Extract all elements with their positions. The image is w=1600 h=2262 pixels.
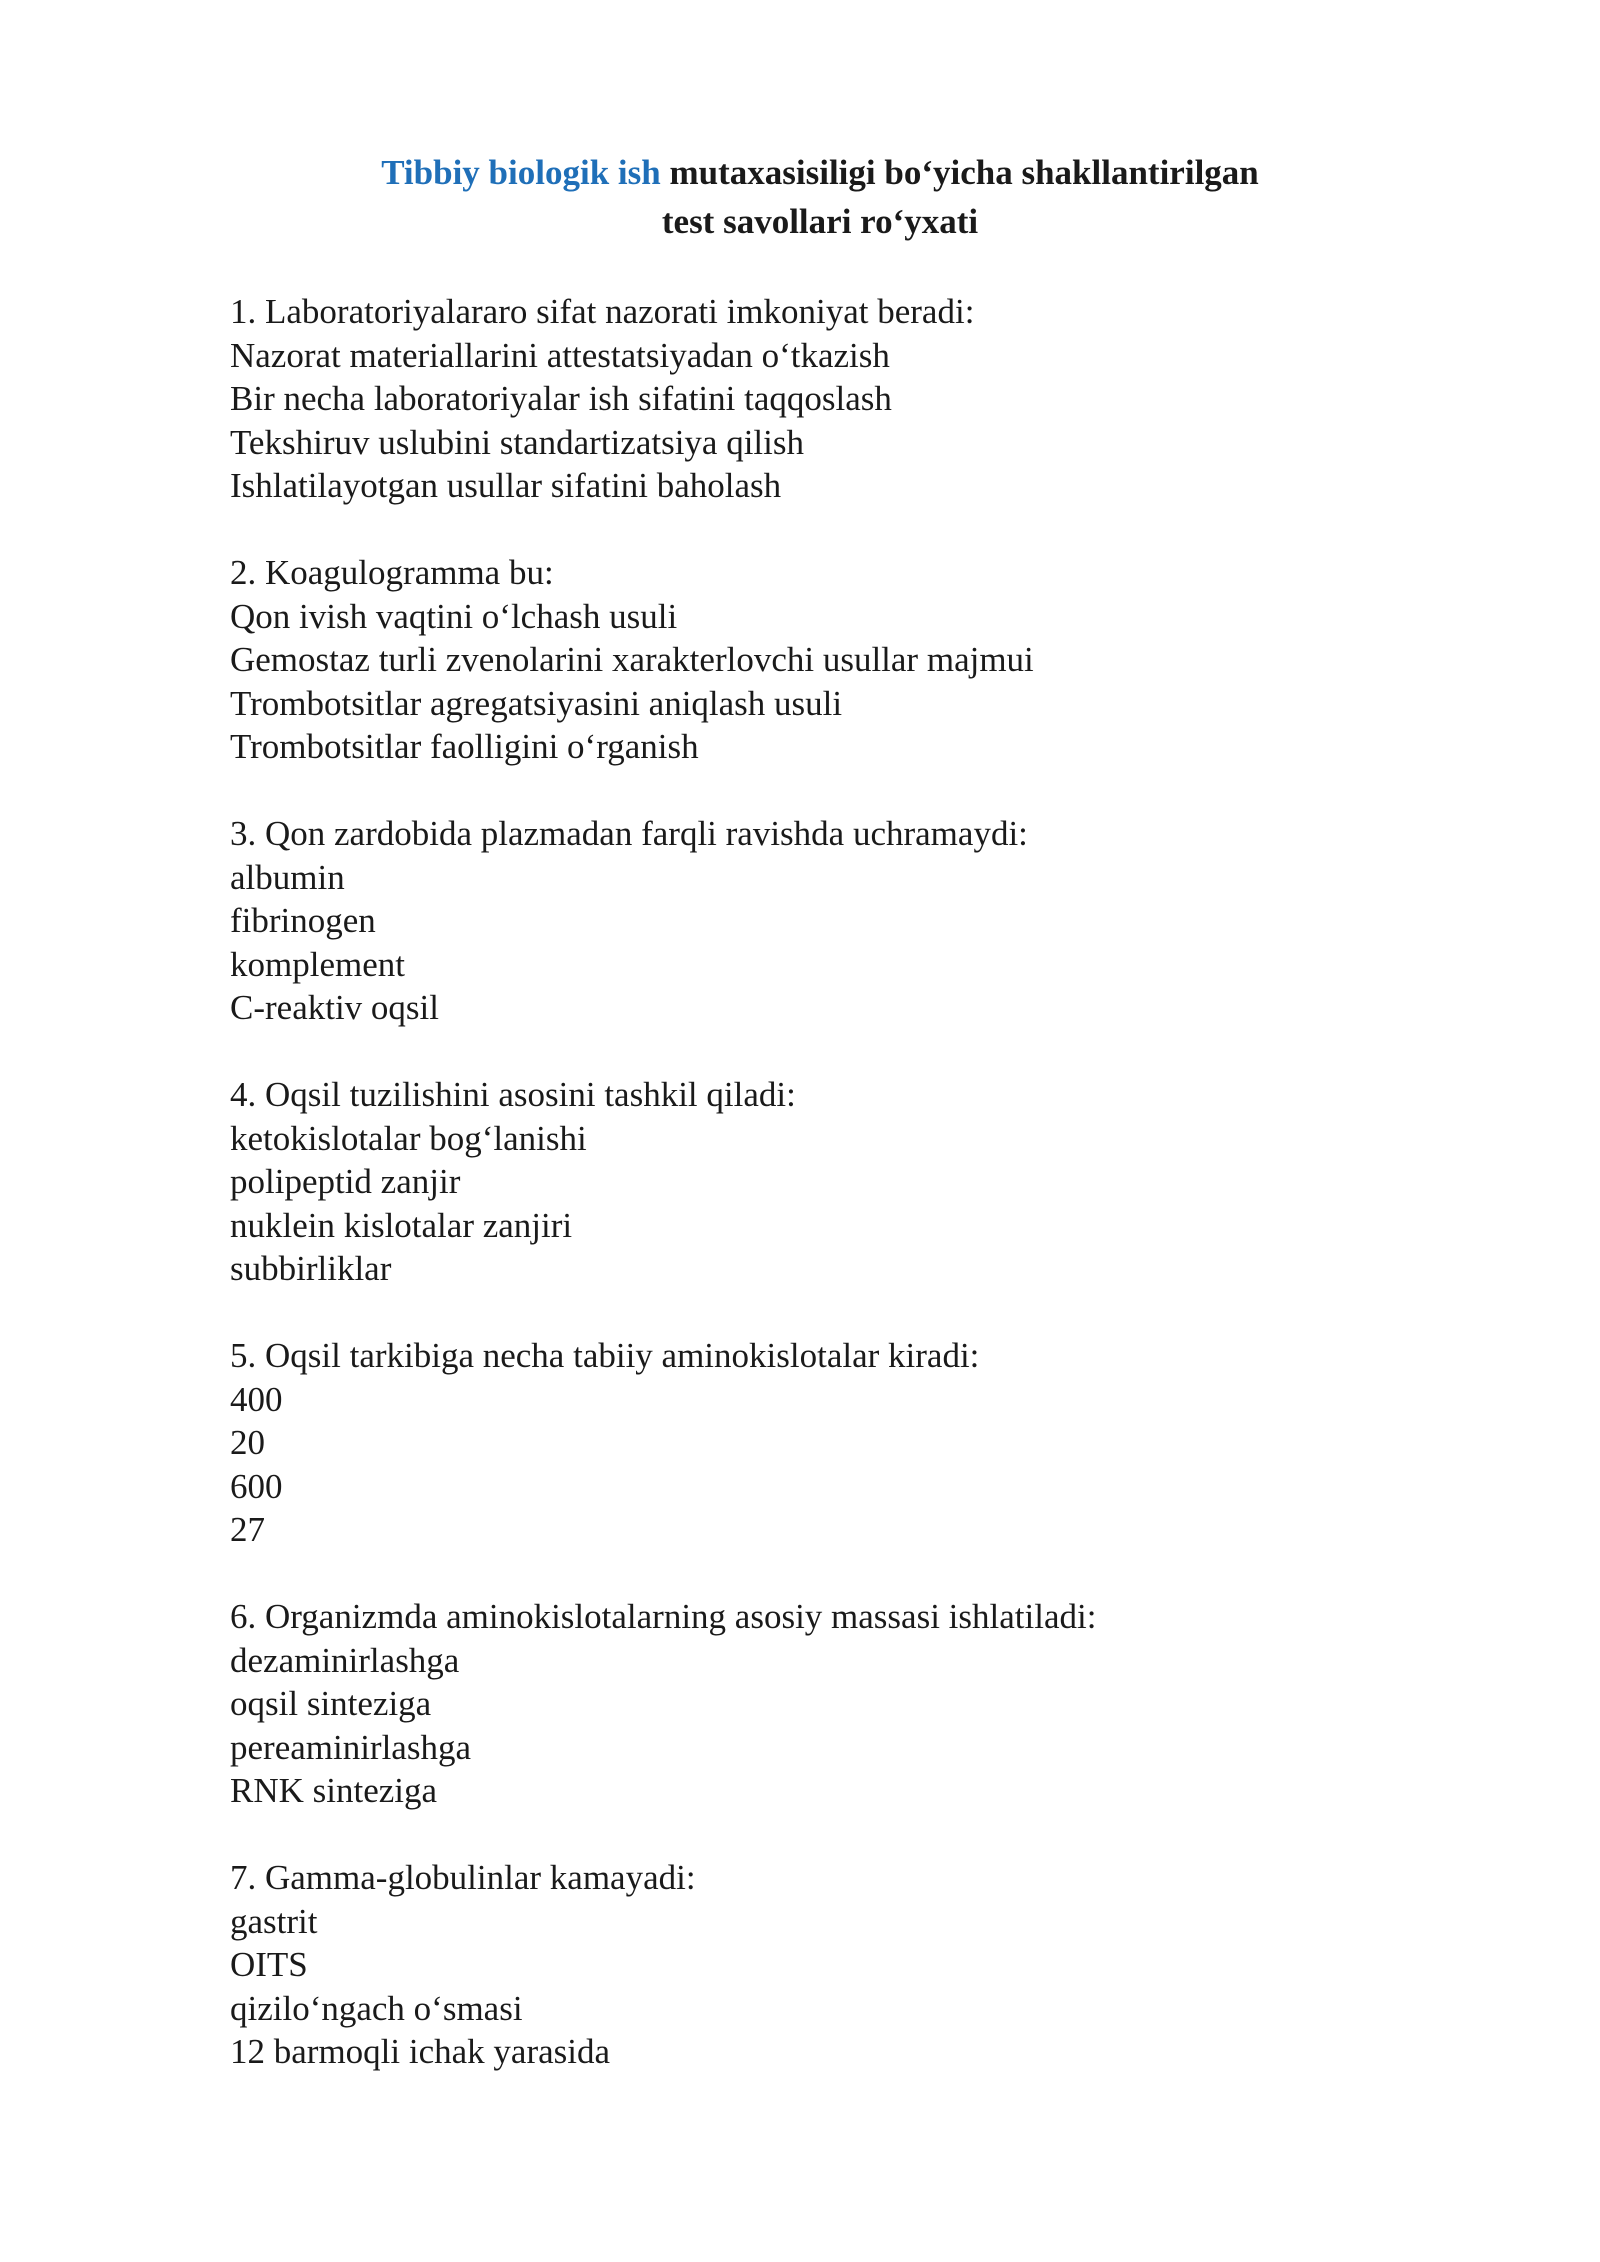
question-3	[230, 812, 1430, 1030]
answer-option: Ishlatilayotgan usullar sifatini baholash	[230, 466, 782, 505]
title-line-1	[200, 148, 1440, 197]
question-text: 3. Qon zardobida plazmadan farqli ravishda uchramaydi:	[230, 814, 1028, 853]
answer-option: dezaminirlashga	[230, 1640, 460, 1680]
question-text: 1. Laboratoriyalararo sifat nazorati imkoniyat beradi:	[230, 292, 975, 331]
title-accent: Tibbiy biologik ish	[381, 153, 661, 192]
answer-option: nuklein kislotalar zanjiri	[230, 1205, 573, 1245]
question-6	[230, 1595, 1430, 1813]
question-5	[230, 1334, 1430, 1552]
answer-option: fibrinogen	[230, 901, 376, 940]
answer-option: albumin	[230, 857, 345, 897]
question-2	[230, 551, 1430, 769]
answer-option: Nazorat materiallarini attestatsiyadan o‘tkazish	[230, 335, 890, 375]
answer-option: subbirliklar	[230, 1249, 392, 1288]
question-text: 2. Koagulogramma bu:	[230, 553, 554, 592]
answer-option: 27	[230, 1510, 265, 1549]
question-7	[230, 1856, 1430, 2074]
answer-option: gastrit	[230, 1901, 318, 1941]
answer-option: Trombotsitlar faolligini o‘rganish	[230, 727, 699, 766]
question-text: 7. Gamma-globulinlar kamayadi:	[230, 1858, 696, 1897]
answer-option: ketokislotalar bog‘lanishi	[230, 1118, 587, 1158]
answer-option: 12 barmoqli ichak yarasida	[230, 2032, 611, 2071]
answer-option: qizilo‘ngach o‘smasi	[230, 1988, 523, 2028]
answer-option: RNK sinteziga	[230, 1771, 438, 1810]
answer-option: Tekshiruv uslubini standartizatsiya qilish	[230, 422, 804, 462]
answer-option: Bir necha laboratoriyalar ish sifatini taqqoslash	[230, 379, 892, 418]
document-title	[200, 148, 1440, 246]
answer-option: polipeptid zanjir	[230, 1162, 461, 1201]
question-text: 5. Oqsil tarkibiga necha tabiiy aminokislotalar kiradi:	[230, 1336, 980, 1375]
answer-option: Gemostaz turli zvenolarini xarakterlovchi usullar majmui	[230, 640, 1034, 679]
answer-option: Trombotsitlar agregatsiyasini aniqlash usuli	[230, 683, 843, 723]
question-list	[230, 290, 1430, 2117]
answer-option: pereaminirlashga	[230, 1727, 472, 1767]
answer-option: Qon ivish vaqtini o‘lchash usuli	[230, 596, 678, 636]
question-1	[230, 290, 1430, 508]
title-line-2: test savollari ro‘yxati	[661, 202, 979, 241]
answer-option: 600	[230, 1466, 283, 1506]
question-text: 6. Organizmda aminokislotalarning asosiy massasi ishlatiladi:	[230, 1597, 1097, 1636]
answer-option: 400	[230, 1379, 283, 1419]
question-4	[230, 1073, 1430, 1291]
question-text: 4. Oqsil tuzilishini asosini tashkil qiladi:	[230, 1075, 796, 1114]
answer-option: OITS	[230, 1945, 308, 1984]
answer-option: 20	[230, 1423, 265, 1462]
answer-option: oqsil sinteziga	[230, 1684, 432, 1723]
answer-option: C-reaktiv oqsil	[230, 988, 439, 1027]
title-rest: mutaxasisiligi bo‘yicha shakllantirilgan	[660, 153, 1259, 192]
answer-option: komplement	[230, 944, 405, 984]
